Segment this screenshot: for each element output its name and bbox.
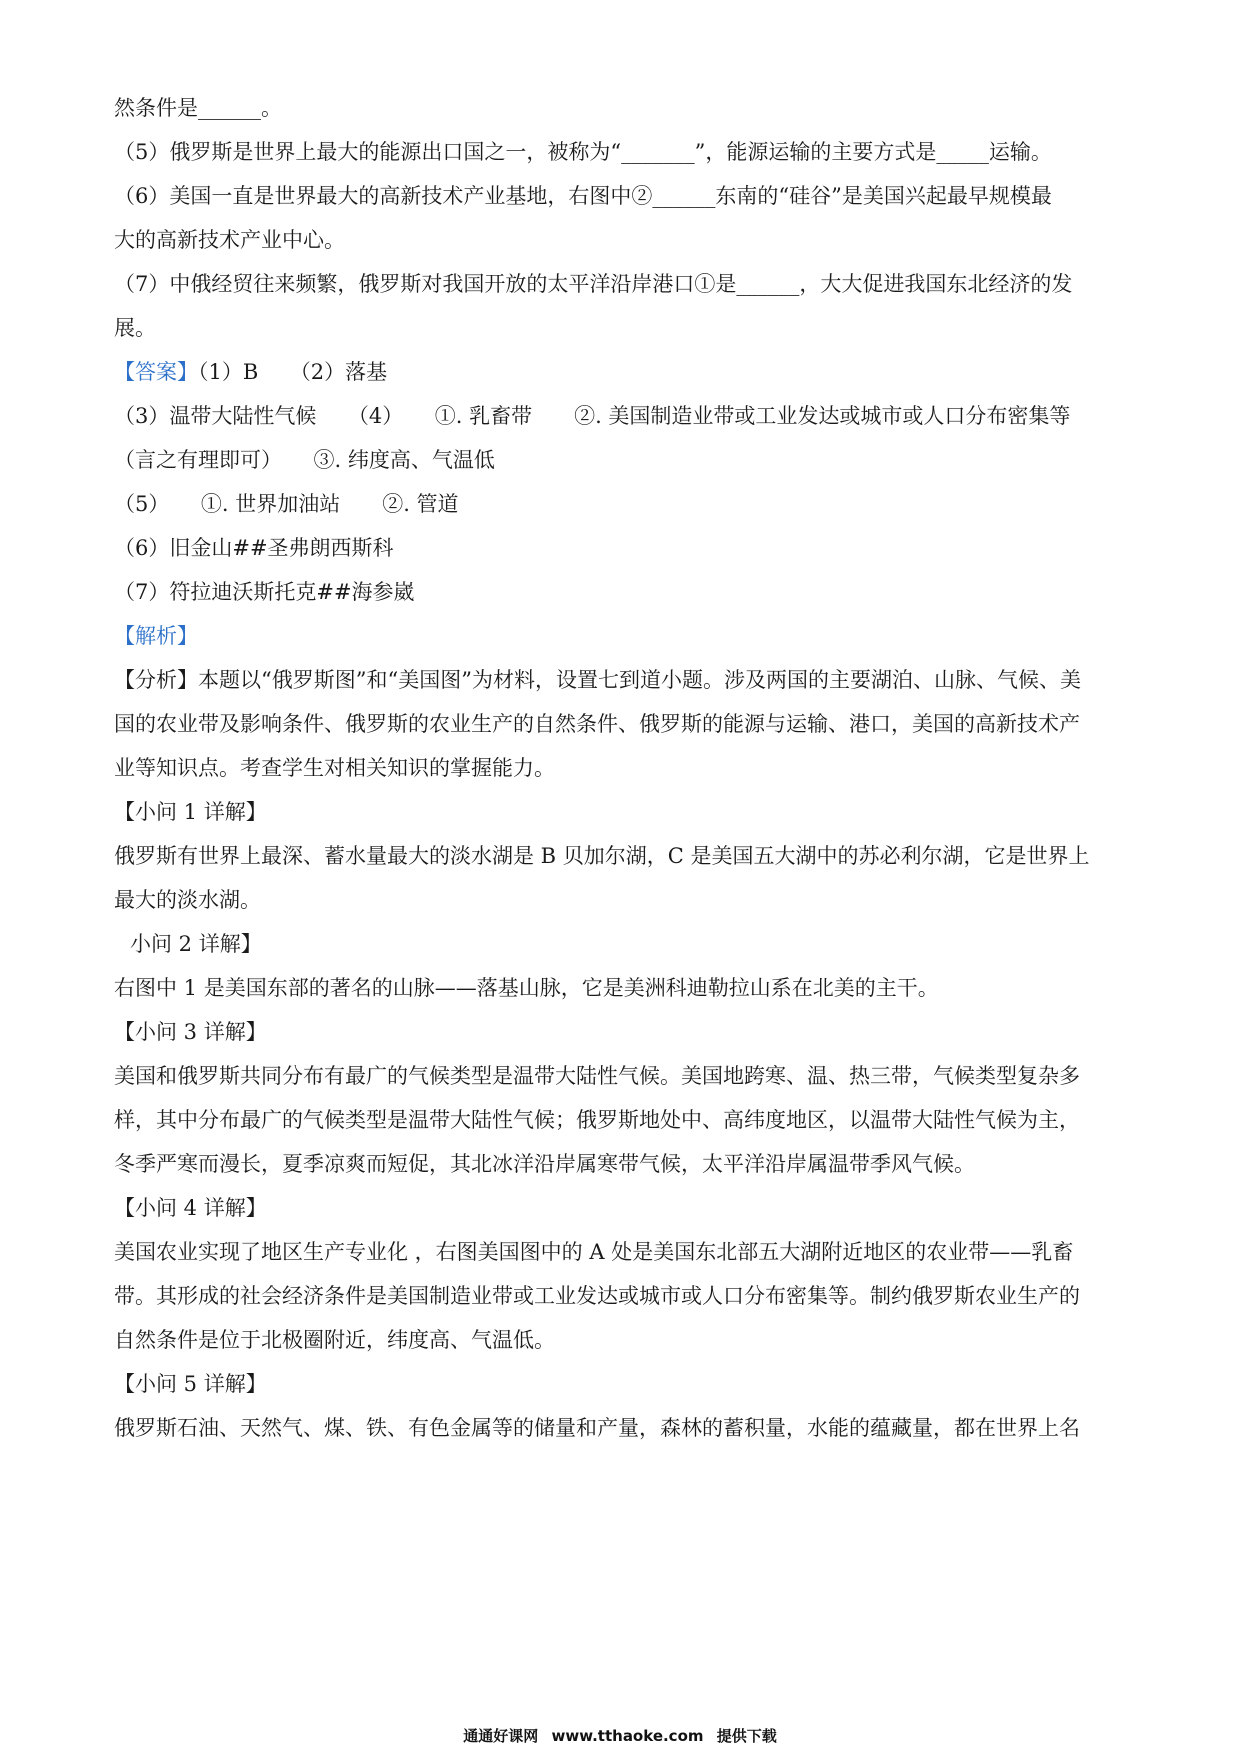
detail-line: 美国农业实现了地区生产专业化 ，右图美国图中的 A 处是美国东北部五大湖附近地区的农业带——乳畜	[114, 1240, 1074, 1264]
page-footer	[0, 1726, 1240, 1746]
detail-line: 俄罗斯有世界上最深、蓄水量最大的淡水湖是 B 贝加尔湖，C 是美国五大湖中的苏必利尔湖，它是世界上	[114, 844, 1090, 868]
detail-line: 俄罗斯石油、天然气、煤、铁、有色金属等的储量和产量，森林的蓄积量，水能的蕴藏量，都在世界上名	[114, 1416, 1080, 1440]
footer-site-name: 通通好课网	[463, 1727, 539, 1745]
footer-url[interactable]: www.tthaoke.com	[551, 1727, 704, 1745]
question-line: 然条件是______。	[114, 96, 282, 120]
detail-heading: 【小问 5 详解】	[114, 1372, 267, 1396]
detail-line: 美国和俄罗斯共同分布有最广的气候类型是温带大陆性气候。美国地跨寒、温、热三带，气候类型复杂多	[114, 1064, 1080, 1088]
analysis-line: 业等知识点。考查学生对相关知识的掌握能力。	[114, 756, 555, 780]
analysis-label: 【解析】	[114, 624, 198, 648]
answer-label: 【答案】	[114, 360, 198, 384]
analysis-line: 【分析】本题以“俄罗斯图”和“美国图”为材料，设置七到道小题。涉及两国的主要湖泊、山脉、气候、美	[114, 668, 1081, 692]
answer-line: （5） ①. 世界加油站 ②. 管道	[114, 492, 459, 516]
detail-line: 右图中 1 是美国东部的著名的山脉——落基山脉，它是美洲科迪勒拉山系在北美的主干。	[114, 976, 939, 1000]
question-line: （5）俄罗斯是世界上最大的能源出口国之一，被称为“_______”，能源运输的主要方式是_____运输。	[114, 140, 1052, 164]
answer-line	[114, 358, 1134, 386]
detail-line: 样，其中分布最广的气候类型是温带大陆性气候；俄罗斯地处中、高纬度地区，以温带大陆性气候为主，	[114, 1108, 1080, 1132]
detail-line: 自然条件是位于北极圈附近，纬度高、气温低。	[114, 1328, 555, 1352]
question-line: （6）美国一直是世界最大的高新技术产业基地，右图中②______东南的“硅谷”是美国兴起最早规模最	[114, 184, 1052, 208]
question-line: （7）中俄经贸往来频繁，俄罗斯对我国开放的太平洋沿岸港口①是______，大大促进我国东北经济的发	[114, 272, 1073, 296]
detail-line: 冬季严寒而漫长，夏季凉爽而短促，其北冰洋沿岸属寒带气候，太平洋沿岸属温带季风气候。	[114, 1152, 975, 1176]
answer-line: （6）旧金山##圣弗朗西斯科	[114, 536, 394, 560]
footer-suffix: 提供下载	[716, 1727, 777, 1745]
detail-line: 最大的淡水湖。	[114, 888, 261, 912]
answer-line: （言之有理即可） ③. 纬度高、气温低	[114, 448, 495, 472]
detail-heading: 【小问 3 详解】	[114, 1020, 267, 1044]
detail-heading: 【小问 4 详解】	[114, 1196, 267, 1220]
question-line: 展。	[114, 316, 156, 340]
answer-line: （7）符拉迪沃斯托克##海参崴	[114, 580, 415, 604]
answer-text: （1）B （2）落基	[198, 360, 388, 384]
question-line: 大的高新技术产业中心。	[114, 228, 345, 252]
analysis-line: 国的农业带及影响条件、俄罗斯的农业生产的自然条件、俄罗斯的能源与运输、港口，美国的高新技术产	[114, 712, 1080, 736]
detail-line: 带。其形成的社会经济条件是美国制造业带或工业发达或城市或人口分布密集等。制约俄罗斯农业生产的	[114, 1284, 1080, 1308]
detail-heading: 小问 2 详解】	[130, 932, 262, 956]
detail-heading: 【小问 1 详解】	[114, 800, 267, 824]
answer-line: （3）温带大陆性气候 （4） ①. 乳畜带 ②. 美国制造业带或工业发达或城市或人口分布密集等	[114, 404, 1071, 428]
